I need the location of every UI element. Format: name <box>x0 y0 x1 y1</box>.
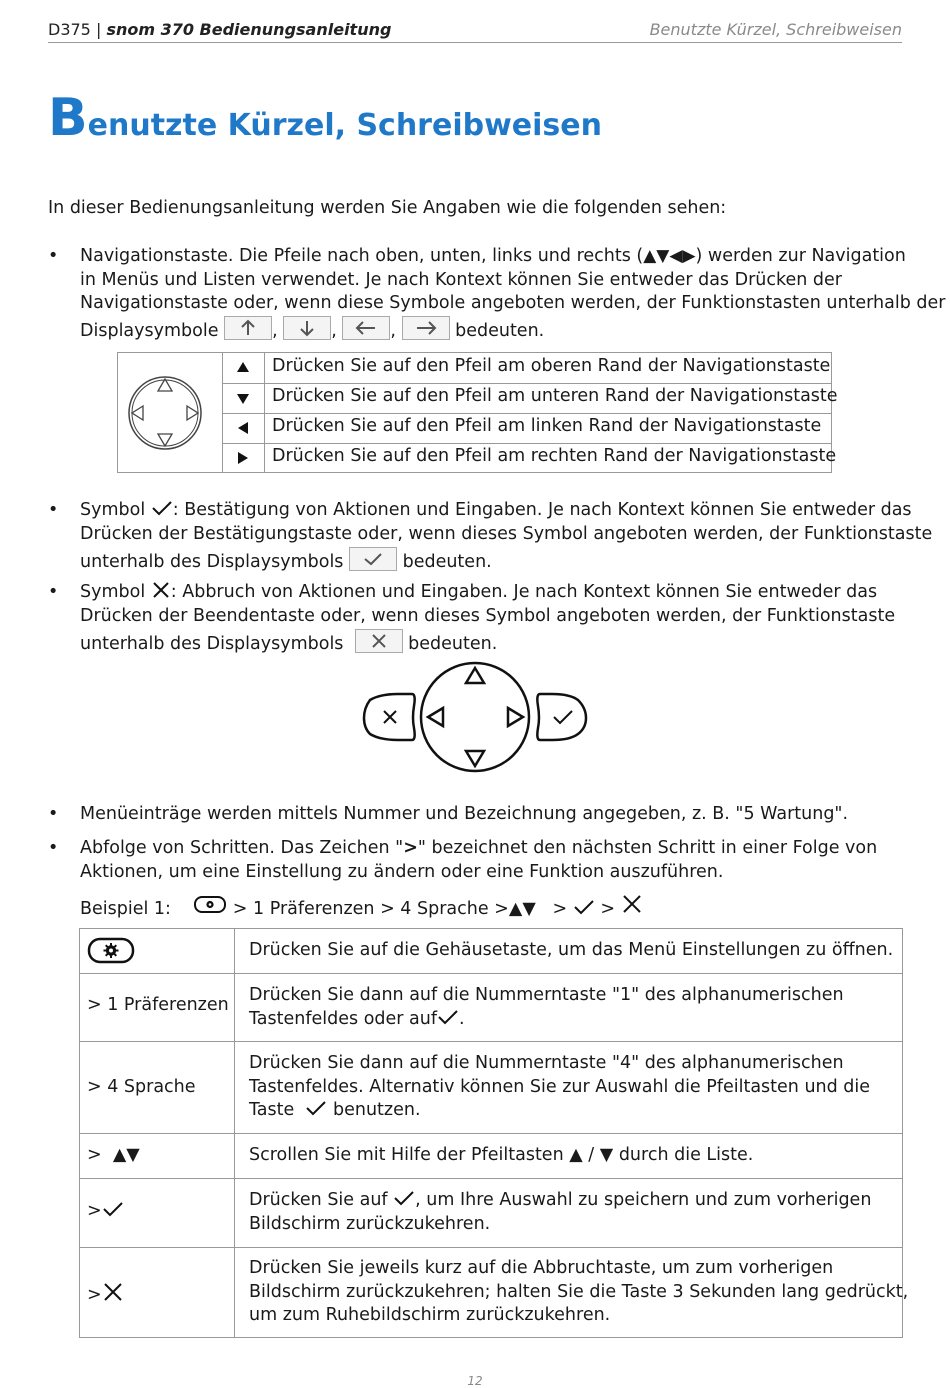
nav-ring <box>421 663 529 771</box>
row-description: Drücken Sie auf die Gehäusetaste, um das Menü Einstellungen zu öffnen. <box>249 940 894 960</box>
nav-key-illustration-cell <box>118 353 223 472</box>
close-icon <box>384 711 396 723</box>
header-separator: | <box>95 20 102 39</box>
nav-line-4-a: Displaysymbole <box>80 321 219 341</box>
running-header-section: Benutzte Kürzel, Schreibweisen <box>649 20 902 39</box>
steps-gt-symbol: > <box>403 838 418 858</box>
check-icon <box>102 1200 124 1218</box>
row-label: > <box>87 1200 124 1221</box>
row-label: > ▲▼ <box>87 1145 140 1165</box>
nav-left-arrow <box>428 708 443 726</box>
cancel-line-3-a: unterhalb des Displaysymbols <box>80 634 344 654</box>
nav-line-3: Navigationstaste oder, wenn diese Symbole angeboten werden, der Funktionstasten unterhalb der <box>80 293 946 313</box>
nav-line-1-a: Navigationstaste. Die Pfeile nach oben, unten, links und rechts ( <box>80 246 644 266</box>
nav-row-left <box>222 413 831 444</box>
arrow-down-icon: ▼ <box>599 1145 614 1165</box>
row-label: > 4 Sprache <box>87 1077 196 1097</box>
check-icon <box>573 898 595 916</box>
table-row <box>80 973 902 1042</box>
row-desc-line: Bildschirm zurückzukehren; halten Sie die Taste 3 Sekunden lang gedrückt, <box>249 1281 909 1302</box>
row-label: > 1 Präferenzen <box>87 995 229 1015</box>
table-row <box>80 1247 909 1337</box>
row-key-cell <box>80 973 235 1041</box>
softkey-right <box>402 316 450 340</box>
bullet-menu: • <box>48 804 59 824</box>
check-icon <box>305 1099 327 1117</box>
arrow-down-icon <box>284 317 330 339</box>
row-label-arrows: ▲▼ <box>112 1145 140 1165</box>
example-label: Beispiel 1: <box>80 899 171 919</box>
nav-key-table <box>117 352 838 473</box>
row-key-cell <box>80 1247 235 1337</box>
arrow-right-icon <box>403 317 449 339</box>
row-key-cell <box>80 1041 235 1133</box>
close-icon <box>356 630 402 652</box>
comma-2: , <box>331 321 337 341</box>
row-desc-line: Tastenfeldes. Alternativ können Sie zur Auswahl die Pfeiltasten und die <box>249 1076 871 1097</box>
row-description <box>249 984 844 1031</box>
check-line-3 <box>80 547 492 574</box>
doc-code: D375 <box>48 20 91 39</box>
nav-line-4 <box>80 316 544 343</box>
nav-row-text: Drücken Sie auf den Pfeil am linken Rand der Navigationstaste <box>272 416 822 436</box>
nav-line-2: in Menüs und Listen verwendet. Je nach Kontext können Sie entweder das Drücken der <box>80 270 842 290</box>
check-line-3-a: unterhalb des Displaysymbols <box>80 552 344 572</box>
check-line-1-a: Symbol <box>80 500 146 520</box>
arrow-up-icon: ▲ <box>569 1145 583 1165</box>
softkey-down <box>283 316 331 340</box>
settings-key-icon <box>87 937 137 965</box>
row-description <box>249 1052 870 1123</box>
settings-key-icon <box>193 895 227 915</box>
steps-line-1 <box>80 836 877 860</box>
arrow-down-icon <box>222 383 265 413</box>
nav-line-1-b: ) werden zur Navigation <box>695 246 906 266</box>
softkey-left <box>342 316 390 340</box>
table-row <box>80 1133 902 1179</box>
check-icon <box>437 1008 459 1026</box>
row-description <box>249 1189 871 1236</box>
title-initial: B <box>48 88 88 148</box>
nav-row-text: Drücken Sie auf den Pfeil am unteren Rand der Navigationstaste <box>272 386 838 406</box>
nav-up-arrow <box>466 668 484 683</box>
bullet-steps: • <box>48 838 59 858</box>
menu-entries-text: Menüeinträge werden mittels Nummer und Bezeichnung angegeben, z. B. "5 Wartung". <box>80 804 849 824</box>
title-rest: enutzte Kürzel, Schreibweisen <box>87 108 602 143</box>
comma-3: , <box>390 321 396 341</box>
softkey-check <box>349 547 397 571</box>
row-desc-line: Drücken Sie jeweils kurz auf die Abbruchtaste, um zum vorherigen <box>249 1258 834 1278</box>
arrow-up-icon <box>222 353 265 383</box>
cancel-line-1 <box>80 580 877 604</box>
nav-right-arrow <box>508 708 523 726</box>
nav-row-up <box>222 353 831 384</box>
row-description: Scrollen Sie mit Hilfe der Pfeiltasten ▲ / ▼ durch die Liste. <box>249 1145 754 1165</box>
nav-arrows-inline: ▲▼◀▶ <box>643 246 696 266</box>
table-row <box>80 1178 902 1248</box>
nav-row-text: Drücken Sie auf den Pfeil am rechten Rand der Navigationstaste <box>272 446 837 466</box>
softkey-cancel <box>355 629 403 653</box>
manual-title: snom 370 Bedienungsanleitung <box>106 20 392 39</box>
example-seq-arrows: ▲▼ <box>508 899 536 919</box>
row-key-cell <box>80 1133 235 1178</box>
steps-line-2: Aktionen, um eine Einstellung zu ändern oder eine Funktion auszuführen. <box>80 862 724 882</box>
row-description <box>249 1257 908 1328</box>
row-desc-line: Drücken Sie auf , um Ihre Auswahl zu speichern und zum vorherigen <box>249 1190 872 1210</box>
cancel-line-3-b: bedeuten. <box>408 634 498 654</box>
intro-text: In dieser Bedienungsanleitung werden Sie Angaben wie die folgenden sehen: <box>48 198 727 218</box>
bullet-navigation: • <box>48 246 59 266</box>
check-icon <box>151 499 173 517</box>
navigation-key-icon <box>118 353 222 472</box>
nav-line-4-b: bedeuten. <box>455 321 545 341</box>
close-icon <box>102 1281 124 1303</box>
arrow-up-icon <box>225 317 271 339</box>
example-sequence <box>80 893 643 921</box>
row-desc-line: Tastenfeldes oder auf . <box>249 1008 465 1029</box>
row-desc-line: Drücken Sie dann auf die Nummerntaste "4" des alphanumerischen <box>249 1053 844 1073</box>
navigation-keypad-illustration <box>360 658 590 776</box>
arrow-left-icon <box>222 413 265 443</box>
check-line-3-b: bedeuten. <box>402 552 492 572</box>
row-key-cell <box>80 929 235 973</box>
arrow-left-icon <box>343 317 389 339</box>
nav-line-1 <box>80 244 906 268</box>
bullet-cancel: • <box>48 582 59 602</box>
row-key-cell <box>80 1178 235 1247</box>
check-line-2: Drücken der Bestätigungstaste oder, wenn dieses Symbol angeboten werden, der Funktionstaste <box>80 524 933 544</box>
nav-down-arrow <box>466 751 484 766</box>
steps-line-1-a: Abfolge von Schritten. Das Zeichen " <box>80 838 404 858</box>
nav-row-right <box>222 443 837 472</box>
close-icon <box>621 893 643 915</box>
check-icon <box>554 711 572 723</box>
page-title <box>48 88 602 148</box>
check-icon <box>350 548 396 570</box>
cancel-line-2: Drücken der Beendentaste oder, wenn dieses Symbol angeboten werden, der Funktionstaste <box>80 606 896 626</box>
nav-row-down <box>222 383 838 414</box>
arrow-right-icon <box>222 443 265 472</box>
check-line-1 <box>80 498 912 522</box>
table-row <box>80 1041 902 1134</box>
steps-line-1-b: " bezeichnet den nächsten Schritt in einer Folge von <box>417 838 878 858</box>
example-seq-c: > <box>600 899 615 919</box>
row-desc-line: Bildschirm zurückzukehren. <box>249 1213 491 1234</box>
bullet-check: • <box>48 500 59 520</box>
row-desc-line: um zum Ruhebildschirm zurückzukehren. <box>249 1305 611 1325</box>
example-seq-b: > <box>552 899 568 919</box>
page-number: 12 <box>467 1374 483 1388</box>
example-steps-table <box>79 928 909 1338</box>
row-label: > <box>87 1281 124 1305</box>
example-seq-a: > 1 Präferenzen > 4 Sprache > <box>232 899 509 919</box>
softkey-up <box>224 316 272 340</box>
comma-1: , <box>272 321 278 341</box>
row-desc-line: Taste benutzen. <box>249 1100 421 1120</box>
cancel-line-1-a: Symbol <box>80 582 146 602</box>
check-line-1-b: : Bestätigung von Aktionen und Eingaben. Je nach Kontext können Sie entweder das <box>172 500 912 520</box>
table-row <box>80 929 902 974</box>
confirm-key-outline <box>537 694 586 740</box>
row-desc-line: Drücken Sie dann auf die Nummerntaste "1" des alphanumerischen <box>249 985 844 1005</box>
cancel-line-3 <box>80 629 497 656</box>
nav-row-text: Drücken Sie auf den Pfeil am oberen Rand der Navigationstaste <box>272 356 831 376</box>
running-header-left <box>48 20 391 39</box>
check-icon <box>393 1189 415 1207</box>
close-icon <box>151 581 171 599</box>
header-rule <box>48 42 902 43</box>
cancel-line-1-b: : Abbruch von Aktionen und Eingaben. Je nach Kontext können Sie entweder das <box>170 582 878 602</box>
